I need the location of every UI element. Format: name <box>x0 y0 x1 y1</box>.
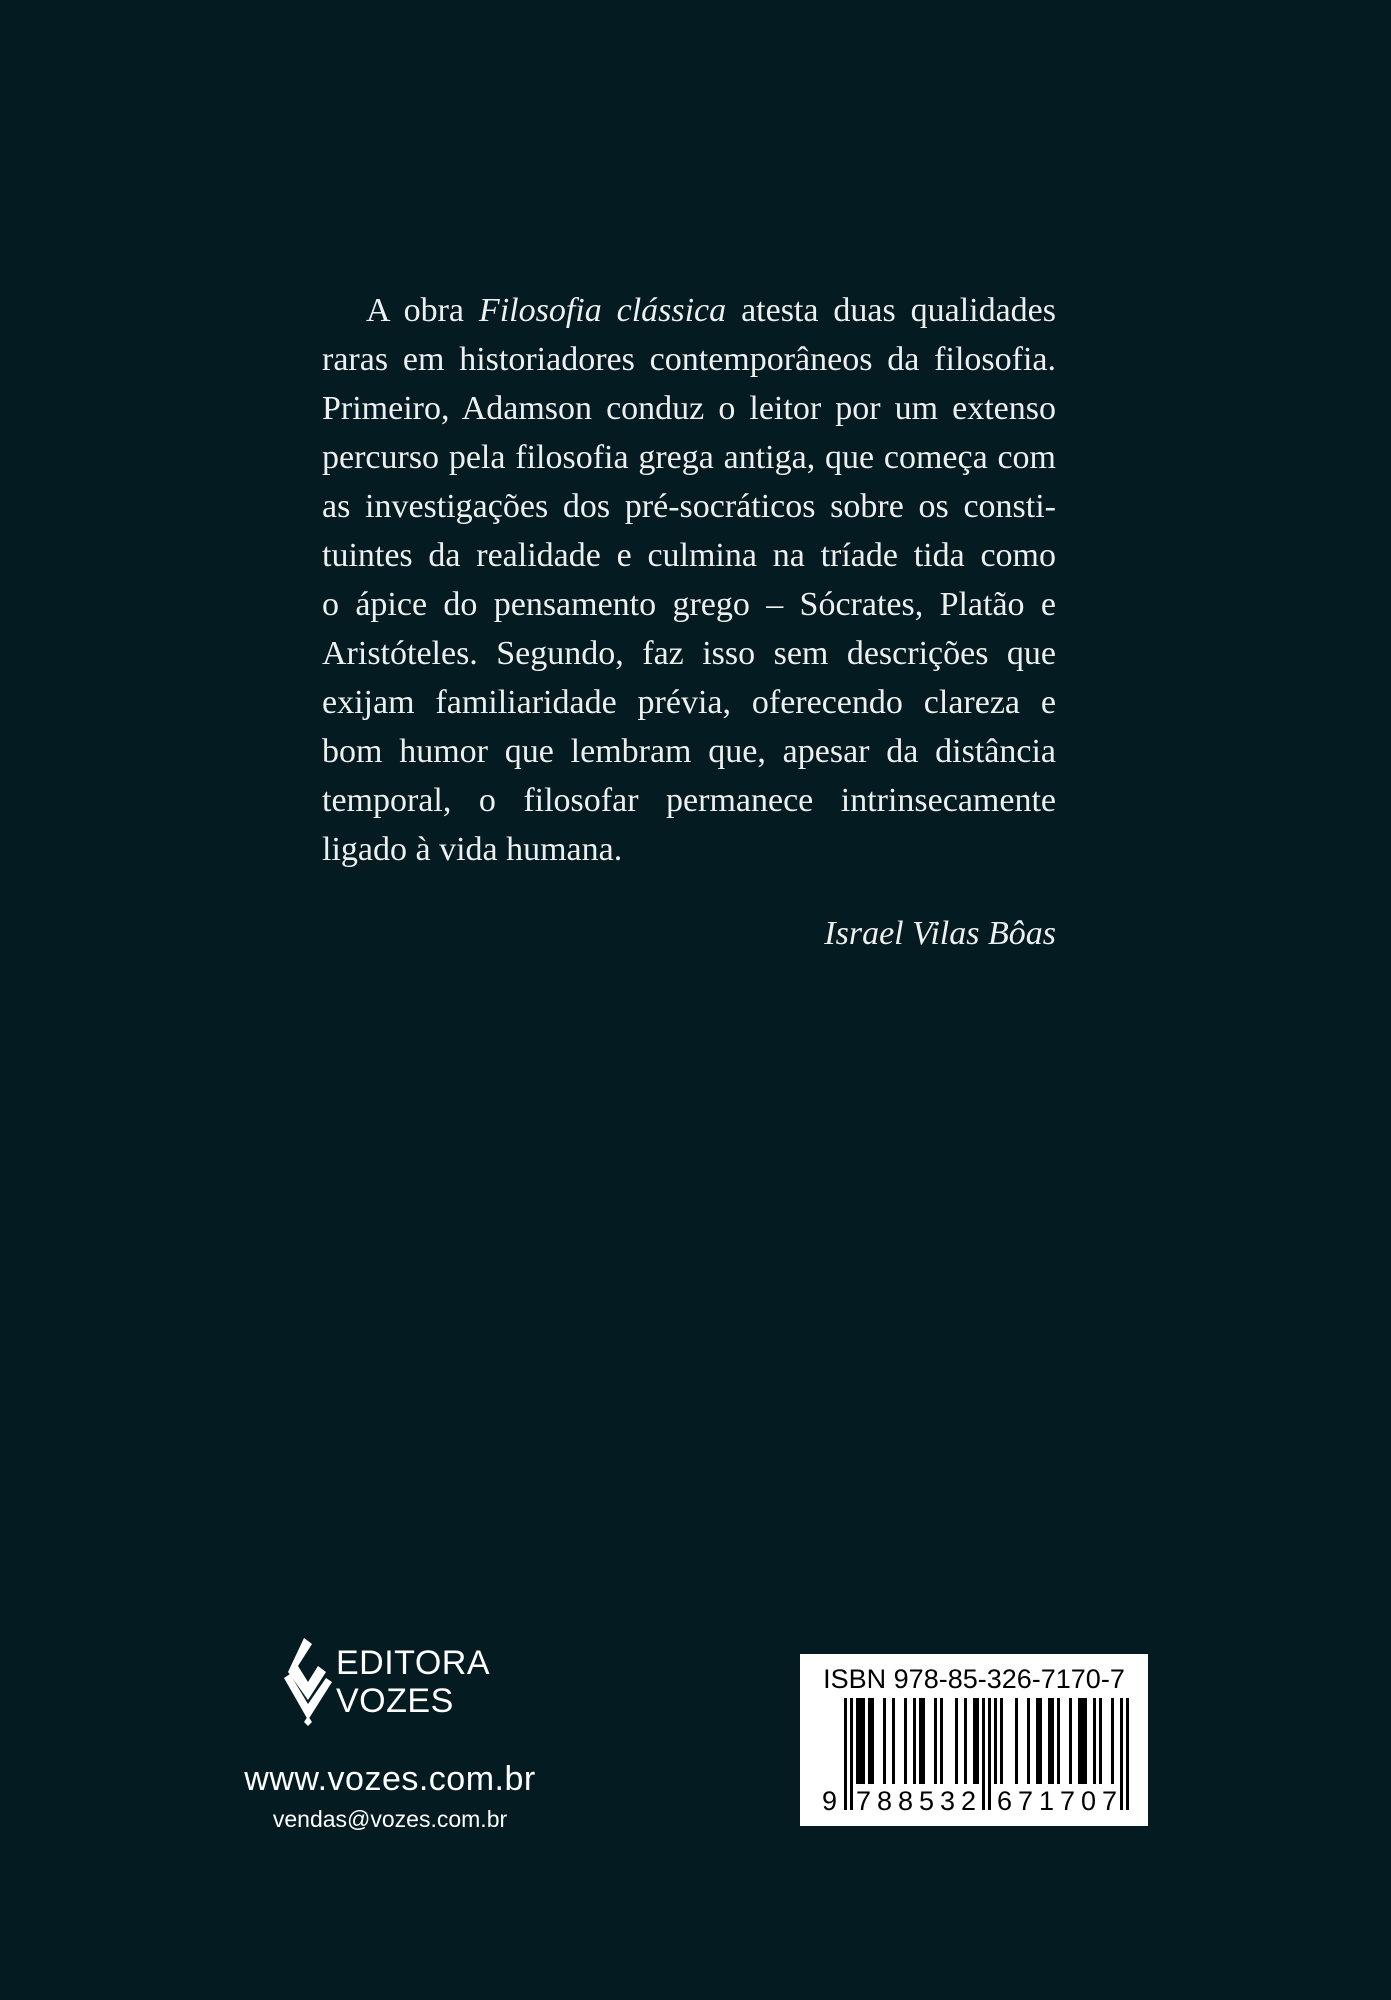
barcode-bar <box>955 1698 958 1784</box>
barcode-digit: 6 <box>997 1786 1013 1816</box>
blurb-line: tuintes da realidade e culmina na tríade tida como <box>322 537 1056 574</box>
barcode-bar <box>934 1698 937 1784</box>
barcode-digit: 7 <box>1102 1786 1118 1816</box>
barcode-digit: 3 <box>940 1786 956 1816</box>
barcode-digit: 7 <box>856 1786 872 1816</box>
barcode-bar <box>1057 1698 1060 1784</box>
publisher-name-line2: VOZES <box>336 1682 454 1720</box>
publisher-contact <box>200 1756 580 1836</box>
vozes-logo-icon <box>282 1638 332 1726</box>
barcode-digit: 2 <box>961 1786 977 1816</box>
blurb-line: Primeiro, Adamson conduz o leitor por um extenso <box>322 390 1056 427</box>
blurb-line: temporal, o filosofar permanece intrinsecamente <box>322 782 1056 819</box>
barcode-bar <box>1039 1698 1042 1784</box>
publisher-name-line1: EDITORA <box>336 1644 491 1682</box>
blurb-line: raras em historiadores contemporâneos da filosofia. <box>322 341 1056 378</box>
barcode-bar <box>964 1698 967 1784</box>
book-title: Filosofia clássica <box>478 292 727 329</box>
barcode-bar <box>994 1698 997 1784</box>
barcode-bar <box>1111 1698 1114 1784</box>
barcode-digit: 7 <box>1018 1786 1034 1816</box>
barcode-bar <box>1084 1698 1087 1784</box>
blurb-line: ligado à vida humana. <box>322 831 623 868</box>
barcode-bar <box>1099 1698 1102 1784</box>
isbn-label: ISBN 978-85-326-7170-7 <box>823 1664 1125 1694</box>
barcode-bar <box>904 1698 907 1784</box>
blurb-line: percurso pela filosofia grega antiga, que começa com <box>322 439 1056 476</box>
blurb-line: o ápice do pensamento grego – Sócrates, Platão e <box>322 586 1056 623</box>
barcode-bar <box>913 1698 916 1784</box>
blurb-line: exijam familiaridade prévia, oferecendo clareza e <box>322 684 1056 721</box>
barcode-bar <box>1081 1698 1084 1784</box>
barcode-bar <box>919 1698 922 1784</box>
barcode-bar <box>1093 1698 1096 1784</box>
barcode-digit: 9 <box>822 1786 838 1816</box>
barcode-bar <box>1048 1698 1051 1784</box>
barcode-bar <box>892 1698 895 1784</box>
barcode-bar <box>862 1698 865 1784</box>
barcode-digit: 8 <box>898 1786 914 1816</box>
barcode-bar <box>1069 1698 1072 1784</box>
blurb-author: Israel Vilas Bôas <box>824 915 1056 952</box>
barcode-bar <box>1015 1698 1018 1784</box>
barcode-bar <box>1078 1698 1081 1784</box>
barcode-digit: 5 <box>919 1786 935 1816</box>
blurb-text <box>322 286 1056 874</box>
isbn-barcode-box <box>800 1654 1148 1826</box>
barcode-bar <box>871 1698 874 1784</box>
barcode-bar <box>976 1698 979 1784</box>
barcode-bar <box>922 1698 925 1784</box>
publisher-logo <box>278 1636 508 1746</box>
barcode-bar <box>868 1698 871 1784</box>
barcode-bar <box>1051 1698 1054 1784</box>
barcode-bar <box>856 1698 859 1784</box>
barcode-bar <box>1000 1698 1003 1784</box>
blurb-line: bom humor que lembram que, apesar da distância <box>322 733 1056 770</box>
barcode-bar <box>940 1698 943 1784</box>
barcode-digit: 0 <box>1081 1786 1097 1816</box>
blurb-line: as investigações dos pré-socráticos sobre os consti- <box>322 488 1056 525</box>
barcode-bar <box>883 1698 886 1784</box>
barcode-digit: 7 <box>1060 1786 1076 1816</box>
barcode-bar <box>859 1698 862 1784</box>
blurb-line: Aristóteles. Segundo, faz isso sem descrições que <box>322 635 1056 672</box>
barcode-bar <box>1036 1698 1039 1784</box>
barcode-digit: 1 <box>1039 1786 1055 1816</box>
blurb-line: A obra Filosofia clássica atesta duas qualidades <box>366 292 1056 329</box>
barcode-bar <box>973 1698 976 1784</box>
barcode-digit: 8 <box>877 1786 893 1816</box>
email-link[interactable]: vendas@vozes.com.br <box>272 1806 508 1832</box>
barcode-bar <box>1027 1698 1030 1784</box>
website-link[interactable]: www.vozes.com.br <box>244 1760 536 1798</box>
barcode-digits <box>820 1784 1136 1818</box>
